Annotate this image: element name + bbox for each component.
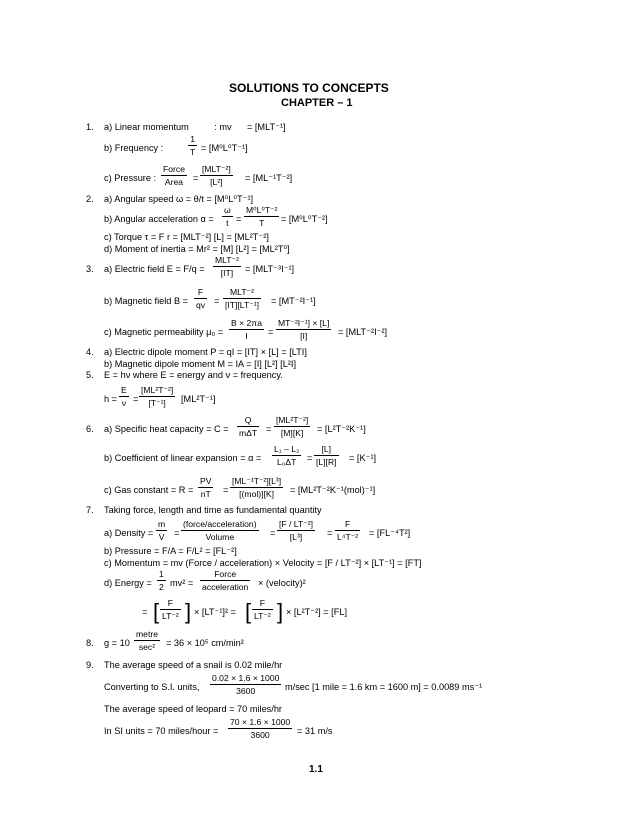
q7-density-fraction-2: (force/acceleration) Volume (183, 519, 257, 542)
q1-frequency-label: b) Frequency : (104, 143, 164, 153)
q3-equals-sign: = (214, 296, 220, 306)
q6-linear-expansion-result: = [K⁻¹] (349, 453, 377, 463)
q9-si-units-result: = 31 m/s (297, 726, 333, 736)
q7-pressure: b) Pressure = F/A = F/L² = [FL⁻²] (104, 546, 237, 556)
q1-pressure-fraction-1: Force Area (163, 164, 185, 187)
q8-g-result: = 36 × 10⁵ cm/min² (166, 638, 244, 648)
q2-angular-accel-label: b) Angular acceleration α = (104, 214, 214, 224)
q1-linear-momentum: a) Linear momentum : mv = [MLT⁻¹] (104, 122, 286, 132)
q5-h-fraction-1: $\frac{E}{\nu}$ (121, 385, 127, 408)
q7-energy-result: × [L²T⁻²] = [FL] (286, 607, 348, 617)
q2-equals-sign: = (236, 214, 242, 224)
q1-frequency-fraction: $\frac{1}{T}$ (190, 134, 196, 157)
document-title: SOLUTIONS TO CONCEPTS (229, 81, 389, 95)
chapter-heading: CHAPTER – 1 (281, 97, 353, 109)
q6-gas-constant-fraction-1: $\frac{PV}{nT}$ (200, 476, 212, 499)
item-number-4: 4. (86, 347, 94, 357)
q6-gas-constant-result: = [ML²T⁻²K⁻¹(mol)⁻¹] (290, 485, 376, 495)
q3-magnetic-field-fraction-2: MLT⁻² [IT][LT⁻¹] (225, 287, 259, 310)
q2-angular-accel-fraction-2: $\frac{\text{M⁰L⁰T⁻²}}{T}$ (246, 205, 278, 228)
q7-energy-equals: = (142, 607, 148, 617)
q7-energy-fraction-half: $\frac{1}{2}$ (159, 569, 164, 592)
q2-angular-speed: a) Angular speed ω = θ/t = [M⁰L⁰T⁻¹] (104, 194, 254, 204)
q8-g-label: g = 10 (104, 638, 130, 648)
q7-bracket-open-2: [ (245, 599, 252, 624)
q2-angular-accel-result: = [M⁰L⁰T⁻²] (281, 214, 328, 224)
q2-moment-of-inertia: d) Moment of inertia = Mr² = [M] [L²] = [ML²T⁰] (104, 244, 290, 254)
q2-torque: c) Torque τ = F r = [MLT⁻²] [L] = [ML²T⁻²] (104, 232, 269, 242)
q4-electric-dipole: a) Electric dipole moment P = qI = [IT] × [L] = [LTI] (104, 347, 307, 357)
q6-specific-heat-fraction-2: $\frac{\text{[ML²T⁻²]}}{[M][K]}$ (276, 415, 309, 438)
q1-pressure-result: = [ML⁻¹T⁻²] (245, 173, 293, 183)
q6-linear-expansion-fraction-2: $\frac{[L]}{[L][R]}$ (316, 444, 337, 467)
item-number-6: 6. (86, 424, 94, 434)
q3-magnetic-field-label: b) Magnetic field B = (104, 296, 189, 306)
q7-bracket-close-2: ] (277, 599, 284, 624)
q7-momentum: c) Momentum = mv (Force / acceleration) × Velocity = [F / LT⁻²] × [LT⁻¹] = [FT] (104, 558, 422, 568)
q7-equals-sign-3: = (327, 528, 333, 538)
q2-angular-accel-fraction-1: $\frac{\omega}{t}$ (224, 205, 231, 228)
q7-energy-label: d) Energy = (104, 578, 152, 588)
q1-pressure-fraction-2: [MLT⁻²] [L²] (202, 164, 231, 187)
q7-energy-fraction-3: $\frac{F}{\text{LT⁻²}}$ (162, 598, 179, 621)
q3-electric-field-label: a) Electric field E = F/q = (104, 264, 205, 274)
q7-intro: Taking force, length and time as fundamental quantity (104, 505, 322, 515)
q9-conversion-result: m/sec [1 mile = 1.6 km = 1600 m] = 0.0089 ms⁻¹ (285, 682, 483, 692)
q5-planck-relation: E = hν where E = energy and ν = frequency. (104, 370, 283, 380)
q1-pressure-equals: = (193, 173, 199, 183)
q6-equals-sign-3: = (223, 485, 229, 495)
q6-linear-expansion-fraction-1: $\frac{\text{L₁ – L₂}}{\text{L₀ΔT}}$ (274, 444, 300, 467)
q4-magnetic-dipole: b) Magnetic dipole moment M = IA = [I] [L²] [L²I] (104, 359, 296, 369)
q3-equals-sign-2: = (268, 327, 274, 337)
q9-snail-speed: The average speed of a snail is 0.02 mile/hr (104, 660, 283, 670)
q7-equals-sign-2: = (270, 528, 276, 538)
q9-conversion-label: Converting to S.I. units, (104, 682, 200, 692)
q5-h-label: h = (104, 394, 118, 404)
q1-frequency-result: = [M⁰L⁰T⁻¹] (201, 143, 248, 153)
q5-h-result: [ML²T⁻¹] (181, 394, 216, 404)
q7-energy-fraction-4: $\frac{F}{\text{LT⁻²}}$ (254, 598, 271, 621)
q7-energy-mid: × [LT⁻¹]² = (194, 607, 236, 617)
q5-h-fraction-2: $\frac{\text{[ML²T⁻²]}}{\text{[T⁻¹]}}$ (141, 385, 174, 408)
q7-density-fraction-1: $\frac{m}{V}$ (158, 519, 166, 542)
q3-permeability-fraction-1: $\frac{B \times 2\pi a}{I}$ (231, 318, 263, 341)
q1-pressure-label: c) Pressure : (104, 173, 157, 183)
q5-equals-sign: = (133, 394, 139, 404)
item-number-1: 1. (86, 122, 94, 132)
item-number-2: 2. (86, 194, 94, 204)
q6-linear-expansion-label: b) Coefficient of linear expansion = α = (104, 453, 262, 463)
q6-specific-heat-fraction-1: Q mΔT (239, 415, 258, 438)
q7-density-fraction-3: $\frac{\text{[F / LT⁻²]}}{\text{[L³]}}$ (279, 519, 313, 542)
q8-g-fraction: metre sec² (136, 629, 158, 652)
q9-conversion-fraction: $\frac{0.02 \times 1.6 \times 1000}{3600}$ (212, 673, 280, 696)
q7-equals-sign: = (174, 528, 180, 538)
q3-magnetic-field-result: = [MT⁻²I⁻¹] (271, 296, 316, 306)
q7-bracket-close-1: ] (185, 599, 192, 624)
q7-density-label: a) Density = (104, 528, 154, 538)
q9-leopard-speed: The average speed of leopard = 70 miles/hr (104, 704, 282, 714)
q3-permeability-result: = [MLT⁻²I⁻²] (338, 327, 388, 337)
q7-density-result: = [FL⁻⁴T²] (369, 528, 411, 538)
q3-permeability-fraction-2: $\frac{\text{MT⁻²I⁻¹] × [L]}}{[I]}$ (278, 318, 330, 341)
q6-specific-heat-result: = [L²T⁻²K⁻¹] (317, 424, 366, 434)
item-number-5: 5. (86, 370, 94, 380)
q6-equals-sign: = (266, 424, 272, 434)
q6-equals-sign-2: = (307, 453, 313, 463)
q3-electric-field-result: = [MLT⁻³I⁻¹] (245, 264, 295, 274)
item-number-3: 3. (86, 264, 94, 274)
item-number-7: 7. (86, 505, 94, 515)
q3-electric-field-fraction: MLT⁻² [IT] (215, 255, 239, 278)
q6-gas-constant-label: c) Gas constant = R = (104, 485, 194, 495)
q6-gas-constant-fraction-2: [ML⁻¹T⁻²][L³] [(mol)][K] (232, 476, 282, 499)
q3-magnetic-field-fraction-1: $\frac{F}{qv}$ (196, 287, 206, 310)
item-number-8: 8. (86, 638, 94, 648)
q9-si-units-fraction: $\frac{70 \times 1.6 \times 1000}{3600}$ (230, 717, 291, 740)
q7-energy-mv2: mv² = (170, 578, 194, 588)
page-number: 1.1 (309, 764, 323, 775)
q7-energy-velocity: × (velocity)² (258, 578, 306, 588)
q3-permeability-label: c) Magnetic permeability μ₀ = (104, 327, 224, 337)
q7-energy-fraction-force: Force acceleration (202, 569, 249, 592)
q7-bracket-open-1: [ (153, 599, 160, 624)
q7-density-fraction-4: $\frac{F}{\text{L⁴T⁻²}}$ (337, 519, 359, 542)
item-number-9: 9. (86, 660, 94, 670)
q6-specific-heat-label: a) Specific heat capacity = C = (104, 424, 229, 434)
q9-si-units-label: In SI units = 70 miles/hour = (104, 726, 219, 736)
